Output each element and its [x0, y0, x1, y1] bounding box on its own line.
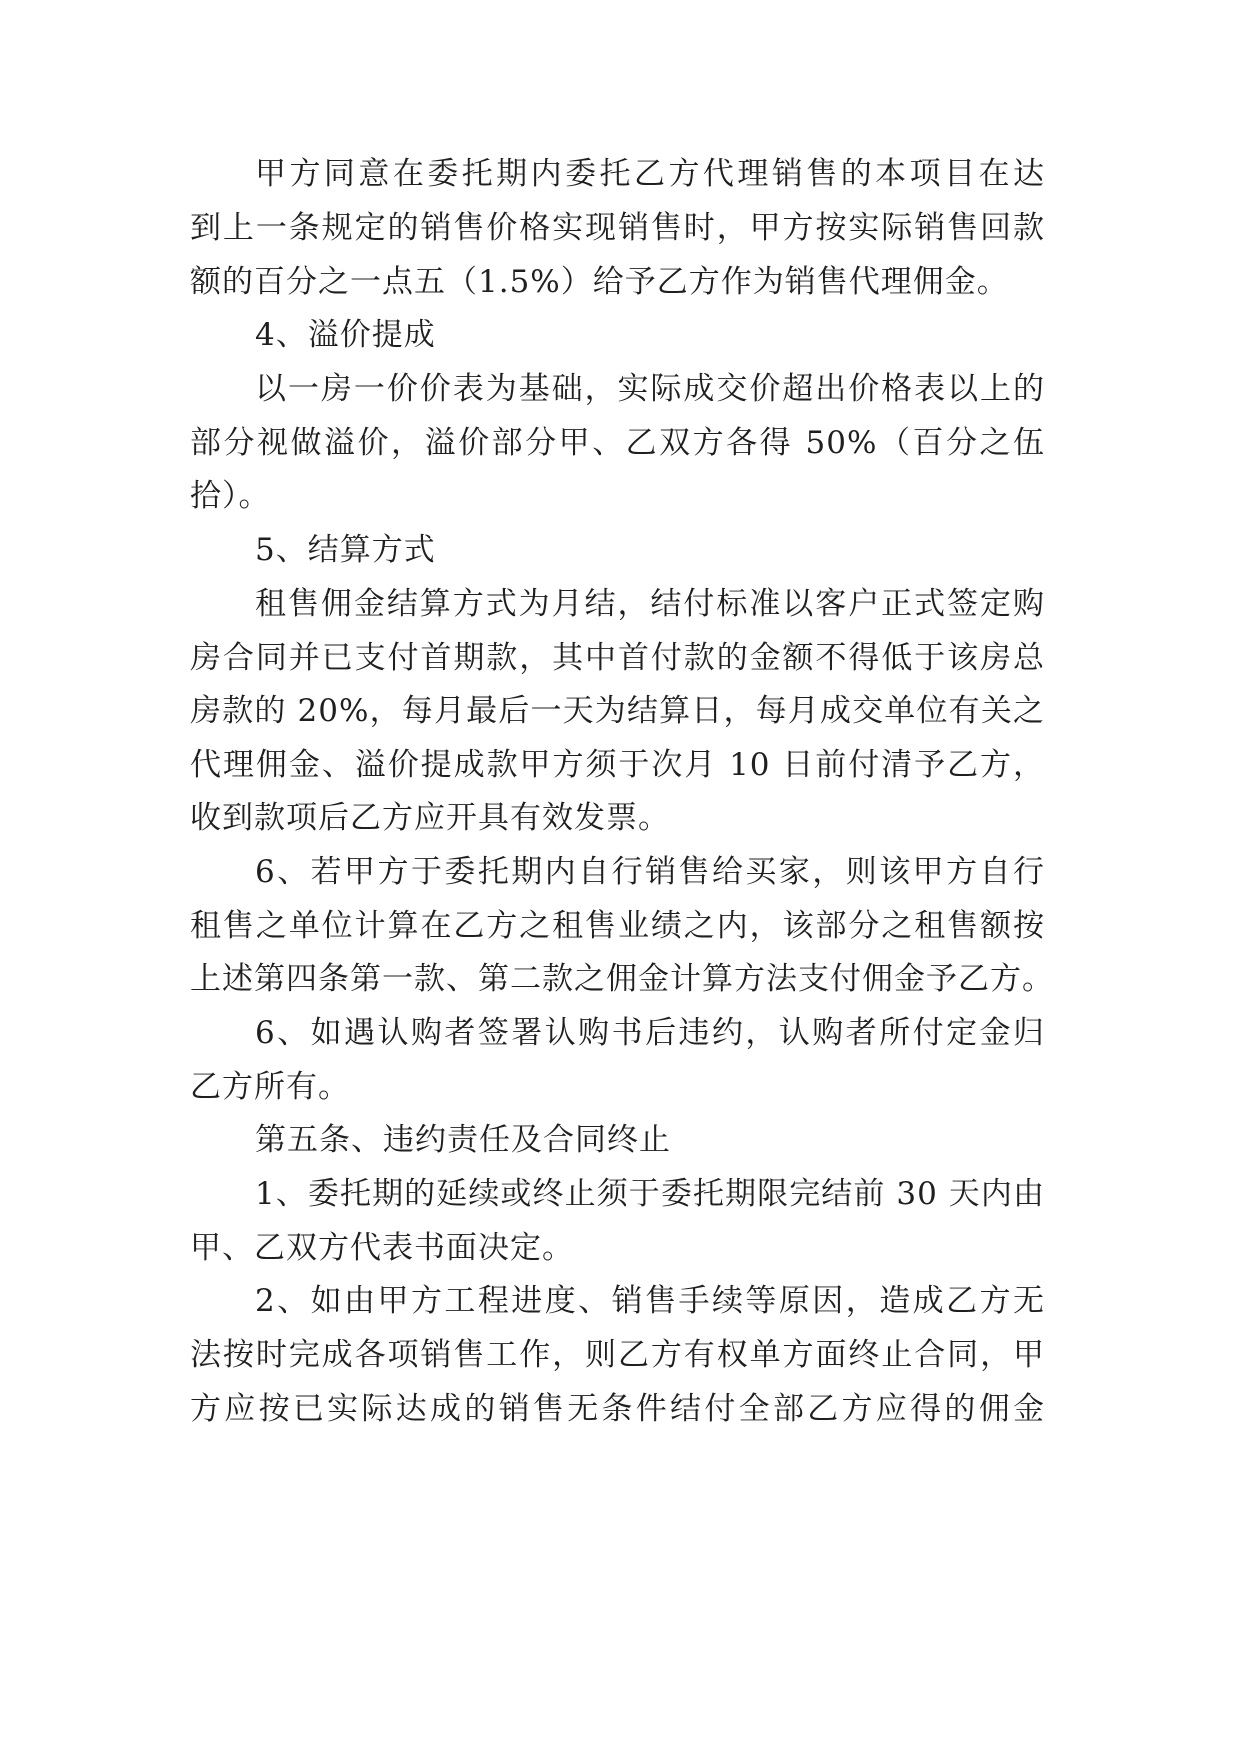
paragraph-line: 乙方所有。	[190, 1069, 350, 1105]
paragraph-line: 上述第四条第一款、第二款之佣金计算方法支付佣金予乙方。	[190, 961, 1054, 997]
paragraph-line: 房合同并已支付首期款，其中首付款的金额不得低于该房总	[190, 640, 1045, 676]
paragraph-line: 代理佣金、溢价提成款甲方须于次月 10 日前付清予乙方，	[190, 747, 1045, 783]
paragraph-line: 额的百分之一点五（1.5%）给予乙方作为销售代理佣金。	[190, 264, 1009, 300]
paragraph-line: 以一房一价价表为基础，实际成交价超出价格表以上的	[255, 371, 1045, 407]
article-heading: 第五条、违约责任及合同终止	[255, 1122, 671, 1158]
paragraph-line: 甲、乙双方代表书面决定。	[190, 1230, 574, 1266]
section-heading: 4、溢价提成	[255, 317, 436, 353]
paragraph-line: 部分视做溢价，溢价部分甲、乙双方各得 50%（百分之伍	[190, 425, 1045, 461]
paragraph-line: 1、委托期的延续或终止须于委托期限完结前 30 天内由	[255, 1176, 1045, 1212]
paragraph-line: 房款的 20%，每月最后一天为结算日，每月成交单位有关之	[190, 693, 1045, 729]
paragraph-line: 到上一条规定的销售价格实现销售时，甲方按实际销售回款	[190, 210, 1045, 246]
paragraph-line: 2、如由甲方工程进度、销售手续等原因，造成乙方无	[255, 1283, 1045, 1319]
paragraph-line: 法按时完成各项销售工作，则乙方有权单方面终止合同，甲	[190, 1337, 1045, 1373]
paragraph-line: 租售之单位计算在乙方之租售业绩之内，该部分之租售额按	[190, 908, 1045, 944]
paragraph-line: 甲方同意在委托期内委托乙方代理销售的本项目在达	[255, 156, 1045, 192]
paragraph-line: 方应按已实际达成的销售无条件结付全部乙方应得的佣金	[190, 1391, 1045, 1427]
paragraph-line: 6、如遇认购者签署认购书后违约，认购者所付定金归	[255, 1015, 1045, 1051]
paragraph-line: 拾）。	[190, 478, 271, 514]
paragraph-line: 6、若甲方于委托期内自行销售给买家，则该甲方自行	[255, 854, 1045, 890]
section-heading: 5、结算方式	[255, 532, 436, 568]
paragraph-line: 租售佣金结算方式为月结，结付标准以客户正式签定购	[255, 586, 1045, 622]
paragraph-line: 收到款项后乙方应开具有效发票。	[190, 800, 670, 836]
